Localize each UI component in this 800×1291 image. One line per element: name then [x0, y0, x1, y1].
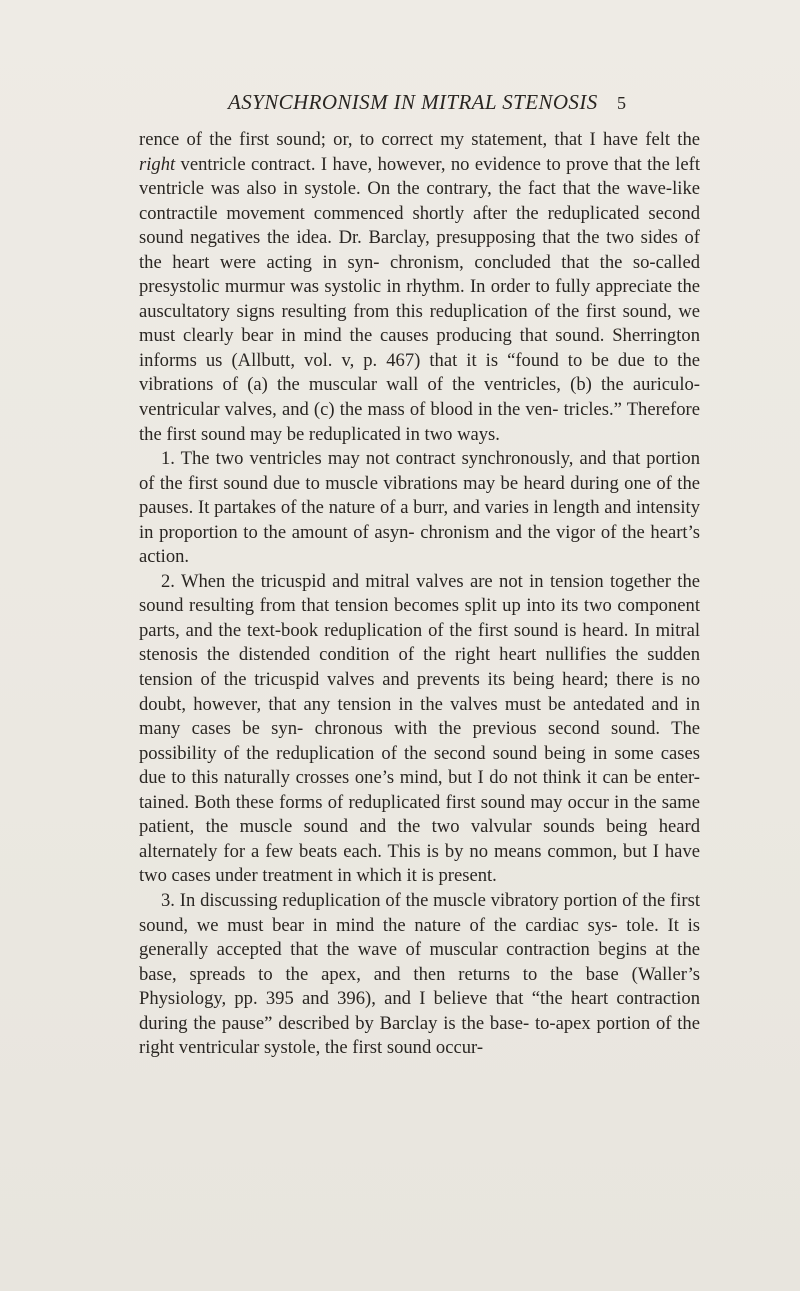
- page-header: [0, 72, 800, 112]
- paragraph-point-2: 2. When the tricuspid and mitral valves are not in tension together the sound resulting from that tension becomes split up into its two component parts, and the text-book reduplication of the first sound is heard. In mitral stenosis the distended condition of the right heart nullifies the sudden tension of the tricuspid valves and prevents its being heard; there is no doubt, however, that any tension in the valves must be antedated and in many cases be syn- chronous with the previous second sound. The possibility of the reduplication of the second sound being in some cases due to this naturally crosses one’s mind, but I do not think it can be enter- tained. Both these forms of reduplicated first sound may occur in the same patient, the muscle sound and the two valvular sounds being heard alternately for a few beats each. This is by no means common, but I have two cases under treatment in which it is present.: [139, 570, 700, 887]
- emphasis-right: right: [139, 153, 176, 175]
- page-number: 5: [617, 93, 626, 113]
- text-run: rence of the first sound; or, to correct my statement, that I have felt the: [139, 129, 700, 150]
- running-title: ASYNCHRONISM IN MITRAL STENOSIS: [228, 90, 598, 114]
- text-run: ventricle contract. I have, however, no evidence to prove that the left ventricle was also in systole. On the contrary, the fact that the wave-like contractile movement commenced shortly after the reduplicated second sound negatives the idea. Dr. Barclay, presupposing that the two sides of the heart were acting in syn- chronism, concluded that the so-called presystolic murmur was systolic in rhythm. In order to fully appreciate the auscultatory signs resulting from this reduplication of the first sound, we must clearly bear in mind the causes producing that sound. Sherrington informs us (Allbutt, vol. v, p. 467) that it is “found to be due to the vibrations of (a) the muscular wall of the ventricles, (b) the auriculo-ventricular valves, and (c) the mass of blood in the ven- tricles.” Therefore the first sound may be reduplicated in two ways.: [139, 153, 700, 445]
- paragraph-point-3: 3. In discussing reduplication of the muscle vibratory portion of the first sound, we must bear in mind the nature of the cardiac sys- tole. It is generally accepted that the wave of muscular contraction begins at the base, spreads to the apex, and then returns to the base (Waller’s Physiology, pp. 395 and 396), and I believe that “the heart contraction during the pause” described by Barclay is the base- to-apex portion of the right ventricular systole, the first sound occur-: [139, 889, 700, 1059]
- paragraph-continuation: [139, 128, 700, 447]
- body-text: [139, 128, 700, 1061]
- paragraph-point-1: 1. The two ventricles may not contract synchronously, and that portion of the first sound due to muscle vibrations may be heard during one of the pauses. It partakes of the nature of a burr, and varies in length and intensity in proportion to the amount of asyn- chronism and the vigor of the heart’s action.: [139, 448, 700, 568]
